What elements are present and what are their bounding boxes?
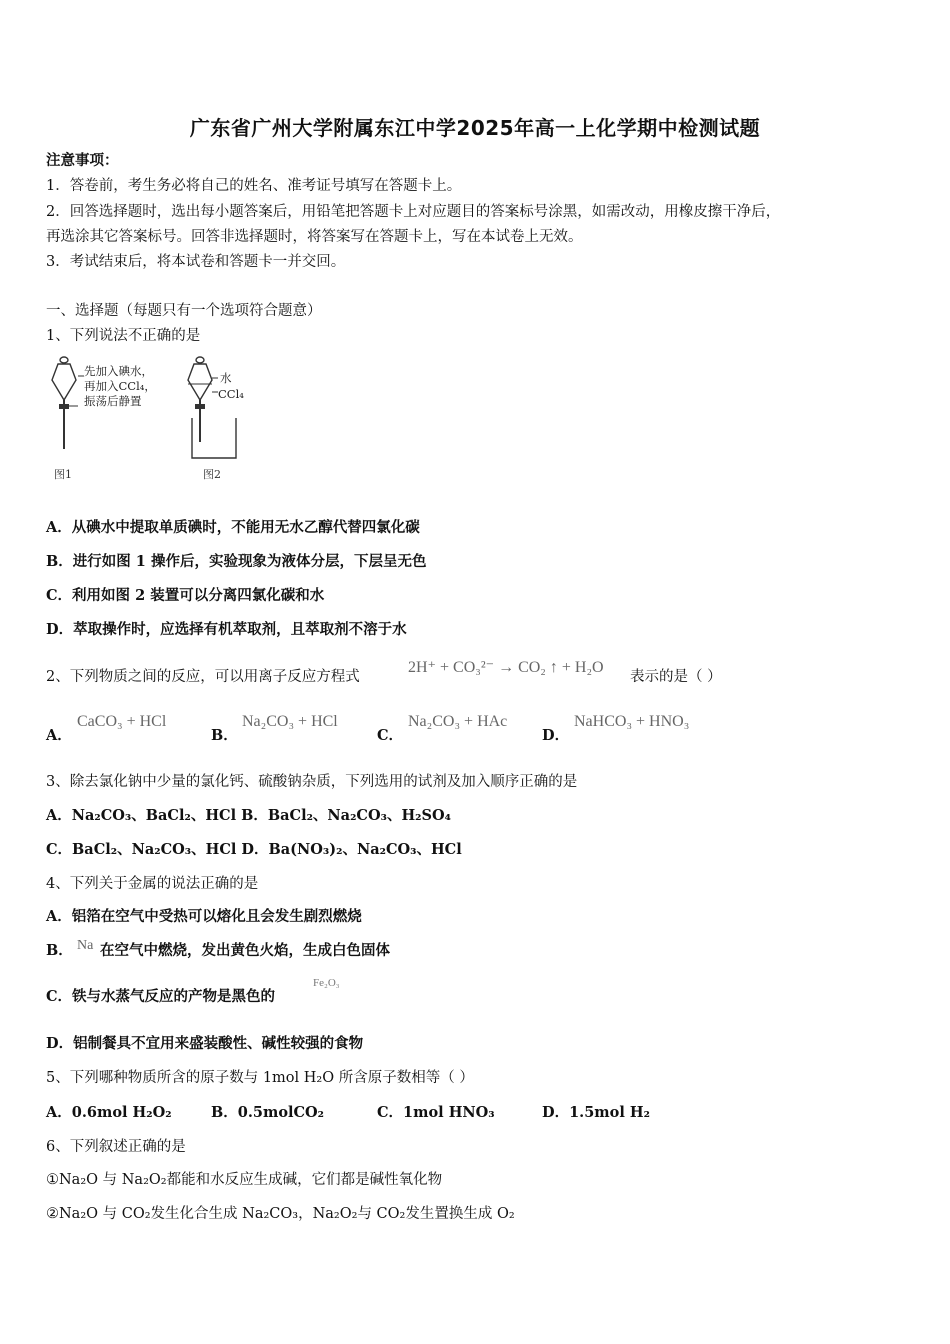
q1-option-d: D．萃取操作时，应选择有机萃取剂，且萃取剂不溶于水 xyxy=(46,621,407,638)
q5-option-a: A．0.6mol H₂O₂ xyxy=(46,1104,172,1121)
notice-item: 再选涂其它答案标号。回答非选择题时，将答案写在答题卡上，写在本试卷上无效。 xyxy=(46,229,583,245)
question-6-stem: 6、下列叙述正确的是 xyxy=(46,1139,186,1155)
notice-item: 2．回答选择题时，选出每小题答案后，用铅笔把答题卡上对应题目的答案标号涂黑，如需改动，用橡皮擦干净后， xyxy=(46,204,781,220)
notice-item: 3．考试结束后，将本试卷和答题卡一并交回。 xyxy=(46,254,346,270)
q1-option-b: B．进行如图 1 操作后，实验现象为液体分层，下层呈无色 xyxy=(46,553,427,570)
q4-option-a: A．铝箔在空气中受热可以熔化且会发生剧烈燃烧 xyxy=(46,908,362,925)
q4-option-b-text: 在空气中燃烧，发出黄色火焰，生成白色固体 xyxy=(100,942,390,959)
question-5-stem: 5、下列哪种物质所含的原子数与 1mol H₂O 所含原子数相等（ ） xyxy=(46,1070,474,1086)
q2-option-d-label: D． xyxy=(542,727,570,744)
figure-2-caption: CCl₄ xyxy=(218,387,244,401)
figure-1-label: 图1 xyxy=(54,468,72,481)
q3-options-cd: C．BaCl₂、Na₂CO₃、HCl D．Ba(NO₃)₂、Na₂CO₃、HCl xyxy=(46,841,462,858)
question-2-stem: 2、下列物质之间的反应，可以用离子反应方程式 xyxy=(46,669,360,685)
question-3-stem: 3、除去氯化钠中少量的氯化钙、硫酸钠杂质，下列选用的试剂及加入顺序正确的是 xyxy=(46,774,578,790)
notice-item: 1．答卷前，考生务必将自己的姓名、准考证号填写在答题卡上。 xyxy=(46,178,462,194)
q4-option-c: C．铁与水蒸气反应的产物是黑色的 xyxy=(46,988,276,1005)
q2-option-b-label: B． xyxy=(211,727,238,744)
question-1-stem: 1、下列说法不正确的是 xyxy=(46,328,201,344)
figure-1-caption: 先加入碘水， xyxy=(84,364,153,378)
q5-option-c: C．1mol HNO₃ xyxy=(377,1104,495,1121)
figure-2-label: 图2 xyxy=(203,468,221,481)
q2-option-c-formula: Na₂CO₃ + HAc xyxy=(408,713,508,730)
figure-1-caption: 振荡后静置 xyxy=(84,394,142,408)
question-2-stem-end: 表示的是（ ） xyxy=(630,669,722,685)
figure-1-caption: 再加入CCl₄， xyxy=(84,379,156,393)
page-title: 广东省广州大学附属东江中学2025年高一上化学期中检测试题 xyxy=(189,116,761,140)
q2-equation: 2H⁺ + CO₃²⁻ → CO₂ ↑ + H₂O xyxy=(408,659,604,676)
figure-2 xyxy=(178,354,258,464)
q4-option-b-formula: Na xyxy=(77,938,94,953)
q4-option-b-label: B． xyxy=(46,942,73,959)
notice-heading: 注意事项： xyxy=(46,152,119,169)
section-heading: 一、选择题（每题只有一个选项符合题意） xyxy=(46,303,322,319)
q1-option-c: C．利用如图 2 装置可以分离四氯化碳和水 xyxy=(46,587,325,604)
q6-statement: ②Na₂O 与 CO₂发生化合生成 Na₂CO₃，Na₂O₂与 CO₂发生置换生成 O₂ xyxy=(46,1206,515,1222)
figure-2-caption: 水 xyxy=(220,371,232,385)
q6-statement: ①Na₂O 与 Na₂O₂都能和水反应生成碱，它们都是碱性氧化物 xyxy=(46,1172,443,1188)
q2-option-d-formula: NaHCO₃ + HNO₃ xyxy=(574,713,690,730)
q4-option-c-formula: Fe₂O₃ xyxy=(313,977,340,989)
q2-option-a-formula: CaCO₃ + HCl xyxy=(77,713,167,730)
q2-option-b-formula: Na₂CO₃ + HCl xyxy=(242,713,338,730)
question-4-stem: 4、下列关于金属的说法正确的是 xyxy=(46,876,259,892)
q5-option-b: B．0.5molCO₂ xyxy=(211,1104,325,1121)
q2-option-a-label: A． xyxy=(46,727,72,744)
q1-option-a: A．从碘水中提取单质碘时，不能用无水乙醇代替四氯化碳 xyxy=(46,519,420,536)
q4-option-d: D．铝制餐具不宜用来盛装酸性、碱性较强的食物 xyxy=(46,1035,364,1052)
q5-option-d: D．1.5mol H₂ xyxy=(542,1104,650,1121)
beaker-funnel-icon xyxy=(178,354,258,464)
q3-options-ab: A．Na₂CO₃、BaCl₂、HCl B．BaCl₂、Na₂CO₃、H₂SO₄ xyxy=(46,807,451,824)
q2-option-c-label: C． xyxy=(377,727,404,744)
